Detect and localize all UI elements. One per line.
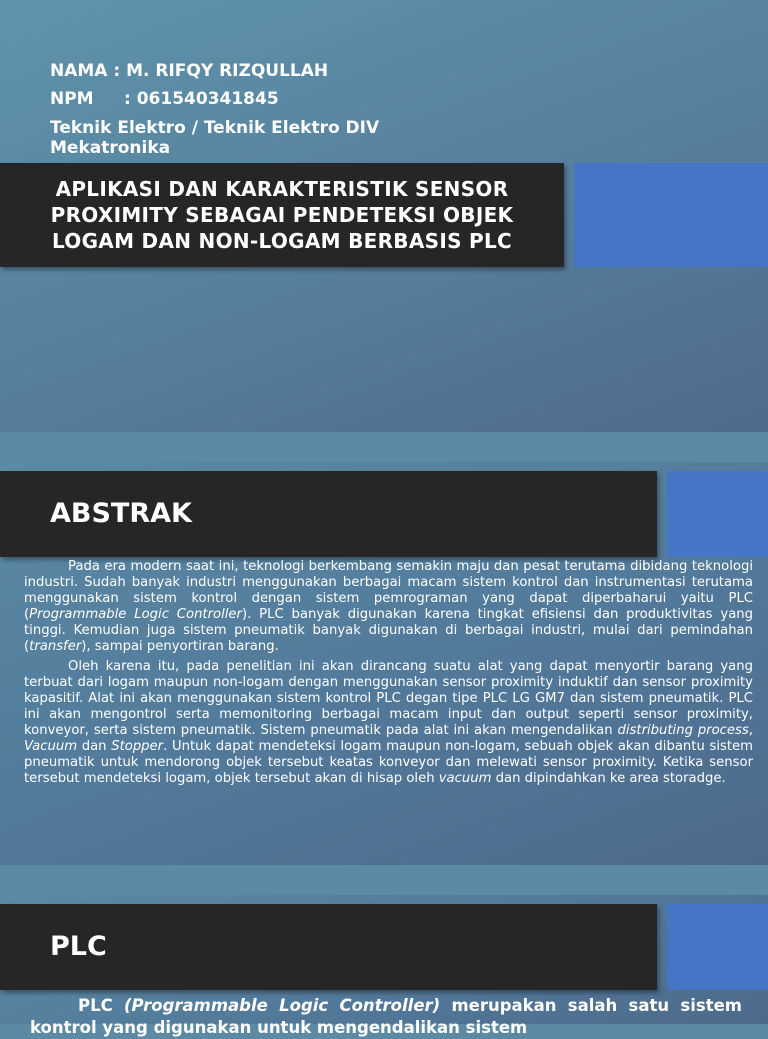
text-run: ). PLC banyak digunakan karena tingkat efisiensi dan produktivitas yang tinggi. Kemudian juga sistem pneumatik banyak digunakan di berbagai industri, mulai dari pemindahan ( <box>24 606 754 654</box>
accent-block <box>574 163 768 267</box>
text-run: Pada era modern saat ini, teknologi berkembang semakin maju dan pesat terutama dibidang teknologi industri. Sudah banyak industri menggunakan berbagai macam sistem kontrol dan instrumentasi terutama menggunakan sistem kontrol dengan sistem pemrograman yang dapat diperbaharui yaitu PLC ( <box>24 559 753 622</box>
plc-heading: PLC <box>50 931 107 962</box>
text-run: merupakan salah satu sistem kontrol yang digunakan untuk mengendalikan sistem <box>30 996 742 1037</box>
abstract-slide <box>0 462 768 865</box>
text-run: ), sampai penyortiran barang. <box>81 638 279 654</box>
text-run-italic: Stopper <box>111 738 164 754</box>
title-band <box>0 163 564 267</box>
heading-band <box>0 904 657 990</box>
plc-slide <box>0 895 768 1037</box>
text-run: PLC <box>78 996 124 1015</box>
text-run-italic: transfer <box>29 638 82 654</box>
abstract-body <box>24 559 753 792</box>
accent-block <box>667 471 768 557</box>
abstract-heading: ABSTRAK <box>50 498 192 529</box>
text-run: , <box>748 723 753 739</box>
text-run: dan <box>77 738 112 754</box>
text-run-italic: Vacuum <box>24 738 78 754</box>
abstract-paragraph-2 <box>24 659 753 786</box>
author-program: Teknik Elektro / Teknik Elektro DIV Mekatronika <box>50 118 380 158</box>
author-name: NAMA : M. RIFQY RIZQULLAH <box>50 61 329 81</box>
abstract-paragraph-1 <box>24 559 753 654</box>
text-run-italic: (Programmable Logic Controller) <box>123 996 441 1015</box>
text-run-italic: distributing process <box>617 723 749 739</box>
slide-gap <box>0 432 768 462</box>
slide-title: APLIKASI DAN KARAKTERISTIK SENSOR PROXIMITY SEBAGAI PENDETEKSI OBJEK LOGAM DAN NON-LOGAM BERBASIS PLC <box>50 177 514 253</box>
title-slide <box>0 0 768 432</box>
text-run: . Untuk dapat mendeteksi logam maupun non-logam, sebuah objek akan dibantu sistem pneumatik untuk mendorong objek tersebut keatas konveyor dan melewati sensor proximity. Ketika sensor tersebut mendeteksi logam, objek tersebut akan di hisap oleh <box>24 738 753 786</box>
text-run-italic: vacuum <box>438 770 492 786</box>
author-npm <box>50 89 279 109</box>
text-run: Oleh karena itu, pada penelitian ini akan dirancang suatu alat yang dapat menyortir barang yang terbuat dari logam maupun non-logam dengan menggunakan sensor proximity induktif dan sensor proximity kapasitif. Alat ini akan menggunakan sistem kontrol PLC degan tipe PLC LG GM7 dan sistem pneumatik. PLC ini akan mengontrol serta memonitoring berbagai macam input dan output seperti sensor proximity, konveyor, serta sistem pneumatik. Sistem pneumatik pada alat ini akan mengendalikan <box>24 659 753 739</box>
heading-band <box>0 471 657 557</box>
slide-gap <box>0 865 768 895</box>
text-run: dan dipindahkan ke area storadge. <box>491 770 726 786</box>
plc-paragraph <box>30 995 742 1039</box>
text-run-italic: Programmable Logic Controller <box>29 606 242 622</box>
npm-value: : 061540341845 <box>124 89 279 109</box>
accent-block <box>667 904 768 990</box>
npm-label: NPM <box>50 89 94 109</box>
